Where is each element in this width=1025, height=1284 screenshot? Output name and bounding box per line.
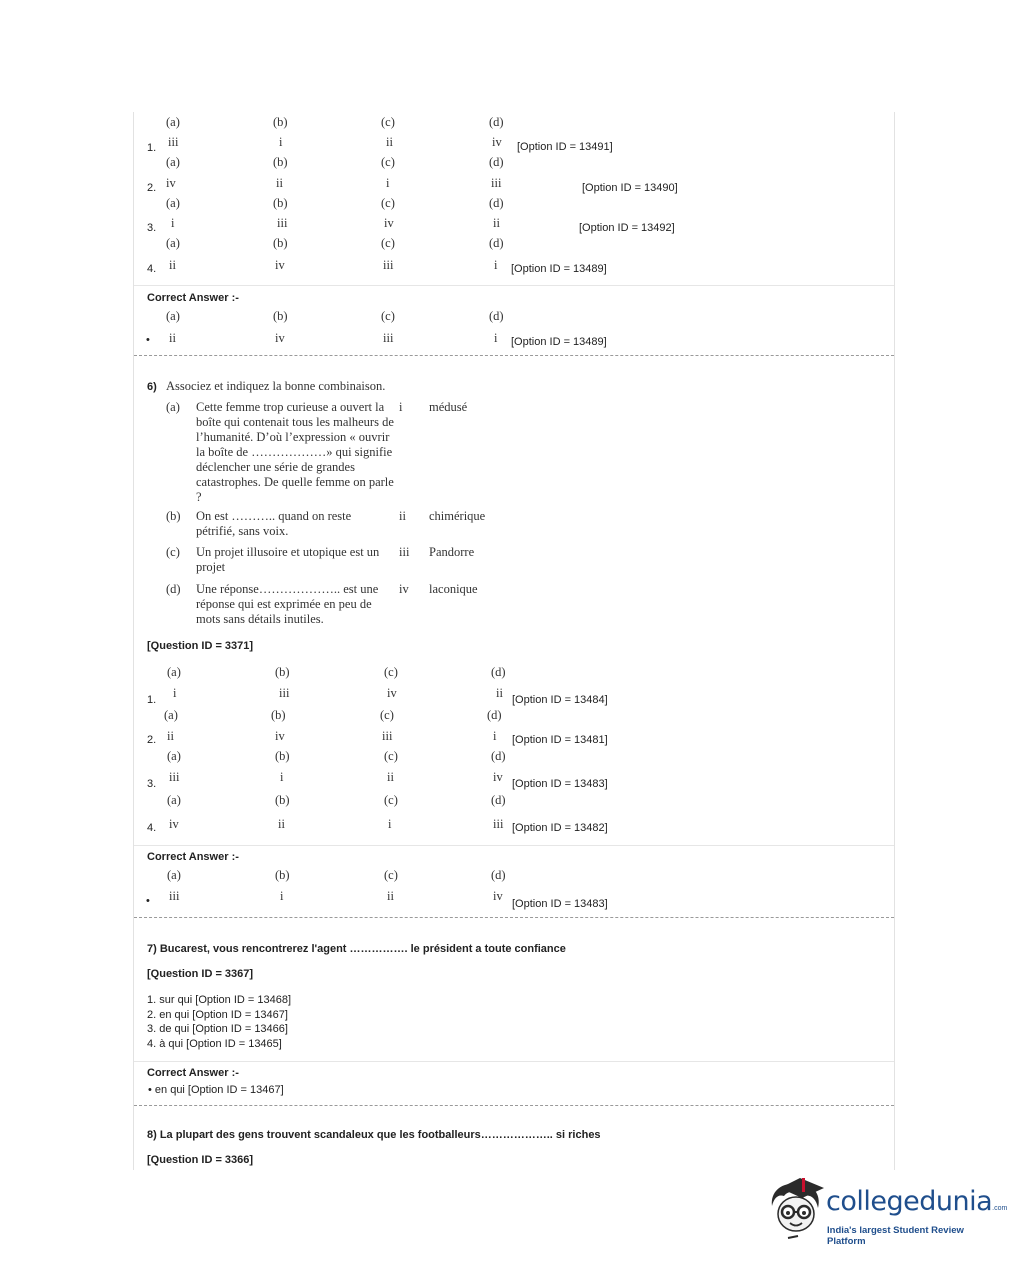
correct-value: iii — [383, 331, 394, 345]
letter-a: (a) — [167, 868, 181, 882]
option-item: 3. de qui [Option ID = 13466] — [147, 1023, 288, 1036]
correct-bullet: • — [146, 895, 150, 907]
option-value: iv — [492, 135, 502, 149]
option-number: 2. — [147, 734, 157, 746]
option-value: i — [493, 729, 497, 743]
letter-d: (d) — [489, 196, 504, 210]
option-value: iv — [275, 729, 285, 743]
match-letter: (a) — [166, 400, 180, 414]
question-number: 6) — [147, 381, 157, 393]
mascot-icon — [766, 1176, 826, 1242]
letter-b: (b) — [275, 665, 290, 679]
question-separator — [134, 1105, 894, 1106]
letter-a: (a) — [164, 708, 178, 722]
option-value: iii — [168, 135, 179, 149]
option-value: iv — [166, 176, 176, 190]
letter-b: (b) — [271, 708, 286, 722]
option-value: i — [494, 258, 498, 272]
match-statement: Une réponse……………….. est une réponse qui est exprimée en peu de mots sans détails inutiles. — [196, 582, 379, 626]
match-letter: (c) — [166, 545, 180, 559]
option-value: ii — [496, 686, 503, 700]
logo-name: collegedunia — [826, 1186, 993, 1217]
divider — [134, 1061, 894, 1062]
option-value: ii — [386, 135, 393, 149]
correct-answer-label: Correct Answer :- — [147, 851, 239, 863]
option-id: [Option ID = 13489] — [511, 263, 607, 275]
option-id: [Option ID = 13481] — [512, 734, 608, 746]
option-value: ii — [276, 176, 283, 190]
letter-a: (a) — [167, 793, 181, 807]
option-value: iv — [493, 770, 503, 784]
letter-b: (b) — [273, 196, 288, 210]
letter-d: (d) — [491, 665, 506, 679]
match-letter: (b) — [166, 509, 181, 523]
logo-wordmark — [826, 1186, 1007, 1217]
letter-b: (b) — [273, 115, 288, 129]
option-value: iv — [169, 817, 179, 831]
letter-a: (a) — [166, 196, 180, 210]
letter-d: (d) — [487, 708, 502, 722]
option-number: 3. — [147, 778, 157, 790]
option-value: ii — [387, 770, 394, 784]
letter-c: (c) — [384, 749, 398, 763]
option-value: i — [386, 176, 390, 190]
option-value: i — [280, 770, 284, 784]
option-value: i — [171, 216, 175, 230]
match-roman: i — [399, 400, 403, 414]
letter-b: (b) — [273, 309, 288, 323]
option-value: iii — [383, 258, 394, 272]
question-id: [Question ID = 3367] — [147, 968, 254, 980]
letter-a: (a) — [166, 236, 180, 250]
option-item: 4. à qui [Option ID = 13465] — [147, 1038, 282, 1051]
option-id: [Option ID = 13492] — [579, 222, 675, 234]
letter-d: (d) — [489, 236, 504, 250]
question-prompt: 7) Bucarest, vous rencontrerez l'agent ……………. le président a toute confiance — [147, 943, 566, 955]
letter-d: (d) — [489, 115, 504, 129]
match-roman: iv — [399, 582, 409, 596]
letter-c: (c) — [384, 665, 398, 679]
option-value: i — [388, 817, 392, 831]
option-value: iii — [169, 770, 180, 784]
option-number: 1. — [147, 694, 157, 706]
letter-a: (a) — [167, 749, 181, 763]
option-number: 4. — [147, 822, 157, 834]
match-statement: On est ……….. quand on reste pétrifié, sans voix. — [196, 509, 352, 538]
option-value: ii — [167, 729, 174, 743]
correct-answer-label: Correct Answer :- — [147, 292, 239, 304]
option-value: iii — [279, 686, 290, 700]
option-value: iii — [382, 729, 393, 743]
letter-c: (c) — [381, 196, 395, 210]
match-word: chimérique — [429, 509, 486, 523]
option-value: i — [279, 135, 283, 149]
question-id: [Question ID = 3366] — [147, 1154, 254, 1166]
match-word: laconique — [429, 582, 478, 596]
question-prompt: Associez et indiquez la bonne combinaison. — [166, 379, 386, 393]
question-prompt: 8) La plupart des gens trouvent scandaleux que les footballeurs……………….. si riches — [147, 1129, 601, 1141]
option-item: 2. en qui [Option ID = 13467] — [147, 1008, 288, 1021]
option-value: iv — [275, 258, 285, 272]
option-id: [Option ID = 13483] — [512, 778, 608, 790]
option-value: iii — [277, 216, 288, 230]
correct-value: iii — [169, 889, 180, 903]
option-id: [Option ID = 13482] — [512, 822, 608, 834]
letter-c: (c) — [384, 793, 398, 807]
logo-tagline: India's largest Student Review Platform — [827, 1225, 964, 1247]
correct-value: iv — [275, 331, 285, 345]
correct-bullet: • — [146, 334, 150, 346]
letter-c: (c) — [380, 708, 394, 722]
option-id: [Option ID = 13484] — [512, 694, 608, 706]
option-value: ii — [278, 817, 285, 831]
logo-suffix: .com — [992, 1205, 1008, 1212]
correct-value: ii — [169, 331, 176, 345]
option-number: 3. — [147, 222, 157, 234]
correct-value: i — [280, 889, 284, 903]
letter-a: (a) — [166, 115, 180, 129]
correct-answer-label: Correct Answer :- — [147, 1067, 239, 1079]
option-id: [Option ID = 13491] — [517, 141, 613, 153]
option-value: ii — [493, 216, 500, 230]
letter-c: (c) — [381, 236, 395, 250]
letter-b: (b) — [275, 868, 290, 882]
option-number: 2. — [147, 182, 157, 194]
letter-c: (c) — [381, 115, 395, 129]
letter-b: (b) — [273, 236, 288, 250]
letter-c: (c) — [381, 155, 395, 169]
option-value: iv — [384, 216, 394, 230]
letter-d: (d) — [489, 309, 504, 323]
option-number: 4. — [147, 263, 157, 275]
divider — [134, 285, 894, 286]
option-value: i — [173, 686, 177, 700]
option-value: iv — [387, 686, 397, 700]
letter-a: (a) — [167, 665, 181, 679]
letter-a: (a) — [166, 309, 180, 323]
correct-value: i — [494, 331, 498, 345]
option-list — [147, 993, 291, 1052]
correct-option-id: [Option ID = 13483] — [512, 898, 608, 910]
match-word: médusé — [429, 400, 468, 414]
letter-a: (a) — [166, 155, 180, 169]
letter-b: (b) — [275, 793, 290, 807]
match-roman: ii — [399, 509, 406, 523]
option-item: 1. sur qui [Option ID = 13468] — [147, 994, 292, 1006]
option-id: [Option ID = 13490] — [582, 182, 678, 194]
letter-d: (d) — [491, 793, 506, 807]
match-roman: iii — [399, 545, 410, 559]
collegedunia-logo — [766, 1176, 1008, 1248]
question-separator — [134, 917, 894, 918]
letter-b: (b) — [273, 155, 288, 169]
match-statement: Un projet illusoire et utopique est un projet — [196, 545, 380, 574]
match-word: Pandorre — [429, 545, 475, 559]
match-letter: (d) — [166, 582, 181, 596]
correct-answer: • en qui [Option ID = 13467] — [148, 1084, 284, 1096]
correct-option-id: [Option ID = 13489] — [511, 336, 607, 348]
option-value: iii — [491, 176, 502, 190]
letter-c: (c) — [381, 309, 395, 323]
letter-d: (d) — [491, 868, 506, 882]
letter-b: (b) — [275, 749, 290, 763]
divider — [134, 845, 894, 846]
option-value: ii — [169, 258, 176, 272]
letter-c: (c) — [384, 868, 398, 882]
correct-value: iv — [493, 889, 503, 903]
correct-value: ii — [387, 889, 394, 903]
exam-page — [133, 112, 895, 1170]
letter-d: (d) — [489, 155, 504, 169]
question-id: [Question ID = 3371] — [147, 640, 254, 652]
option-number: 1. — [147, 142, 157, 154]
question-separator — [134, 355, 894, 356]
letter-d: (d) — [491, 749, 506, 763]
match-statement: Cette femme trop curieuse a ouvert la boîte qui contenait tous les malheurs de l’humanité. D’où l’expression « ouvrir la boîte de ………………» qui signifie déclencher une série de grandes catastrophes. De quelle femme on parle ? — [196, 400, 394, 504]
option-value: iii — [493, 817, 504, 831]
